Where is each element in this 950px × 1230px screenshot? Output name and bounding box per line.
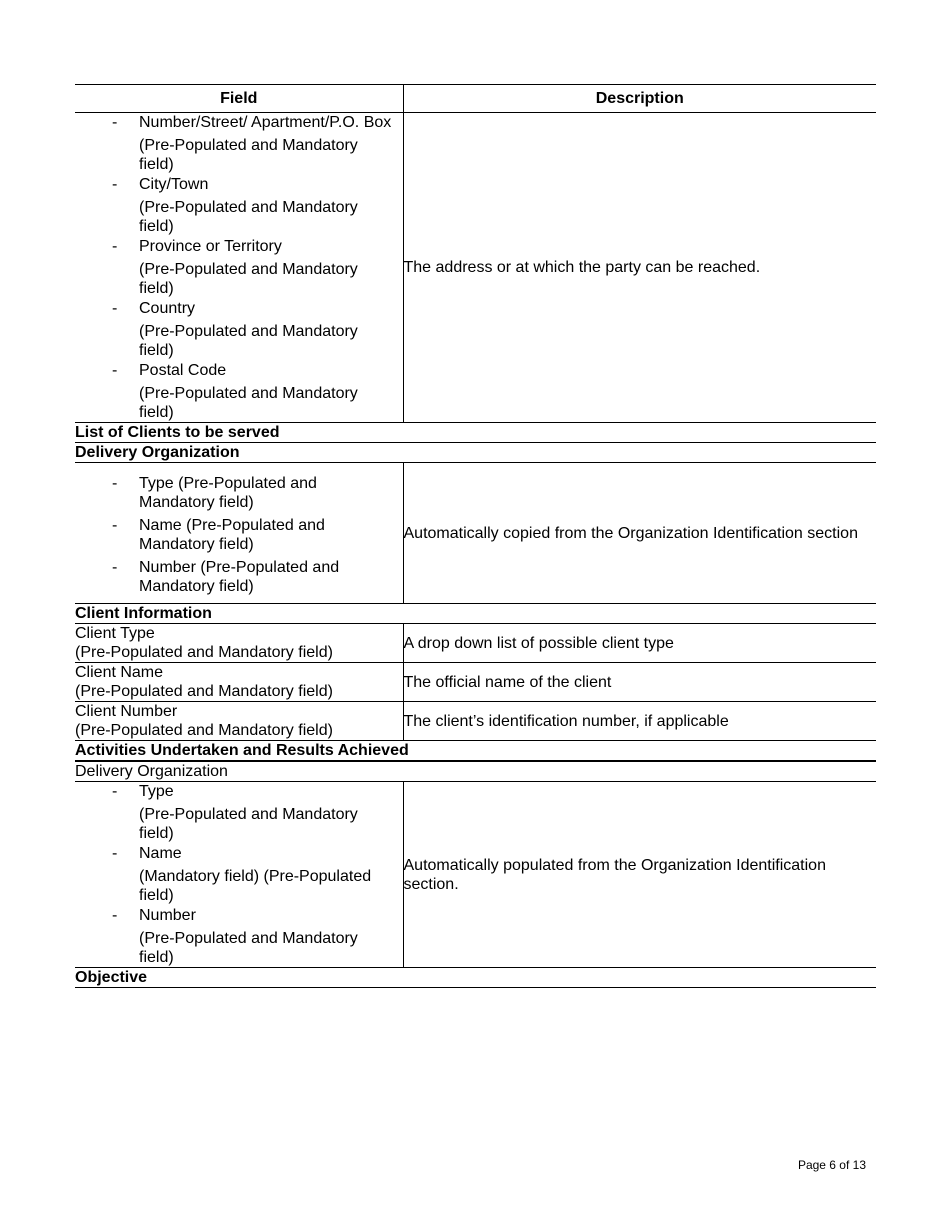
list-item — [75, 175, 403, 236]
section-client-information: Client Information — [75, 604, 876, 624]
delivery-org-fields — [75, 463, 403, 604]
address-fields — [75, 113, 403, 423]
section-row — [75, 968, 876, 988]
table-row — [75, 702, 876, 741]
bullet-dash: - — [112, 176, 118, 193]
address-row — [75, 113, 876, 423]
list-item — [75, 558, 403, 596]
list-item — [75, 782, 403, 843]
client-name-field — [75, 663, 403, 702]
field-description-table — [75, 84, 876, 988]
activities-fields — [75, 782, 403, 968]
item-label: Number (Pre-Populated and Mandatory field) — [139, 559, 340, 595]
section-row — [75, 443, 876, 463]
item-note: (Pre-Populated and Mandatory field) — [139, 385, 358, 421]
client-type-description: A drop down list of possible client type — [403, 624, 876, 663]
bullet-dash: - — [112, 475, 118, 492]
delivery-org-row — [75, 463, 876, 604]
item-note: (Pre-Populated and Mandatory field) — [139, 137, 358, 173]
item-note: (Pre-Populated and Mandatory field) — [139, 199, 358, 235]
list-item — [75, 237, 403, 298]
bullet-dash: - — [112, 783, 118, 800]
header-description: Description — [403, 85, 876, 113]
field-note: (Pre-Populated and Mandatory field) — [75, 644, 333, 661]
list-item — [75, 113, 403, 174]
item-label: Postal Code — [139, 362, 227, 379]
section-list-of-clients: List of Clients to be served — [75, 423, 876, 443]
subsection-delivery-organization: Delivery Organization — [75, 761, 876, 782]
table-row — [75, 663, 876, 702]
subsection-row — [75, 761, 876, 782]
item-note: (Pre-Populated and Mandatory field) — [139, 930, 358, 966]
list-item — [75, 361, 403, 422]
bullet-dash: - — [112, 907, 118, 924]
bullet-dash: - — [112, 300, 118, 317]
item-label: City/Town — [139, 176, 209, 193]
section-row — [75, 604, 876, 624]
list-item — [75, 844, 403, 905]
list-item — [75, 516, 403, 554]
field-label: Client Type — [75, 625, 155, 642]
bullet-dash: - — [112, 362, 118, 379]
item-note: (Pre-Populated and Mandatory field) — [139, 806, 358, 842]
item-label: Province or Territory — [139, 238, 282, 255]
section-row — [75, 741, 876, 762]
address-description: The address or at which the party can be reached. — [403, 113, 876, 423]
client-number-description: The client’s identification number, if applicable — [403, 702, 876, 741]
item-label: Type — [139, 783, 174, 800]
client-number-field — [75, 702, 403, 741]
item-label: Number — [139, 907, 196, 924]
list-item — [75, 906, 403, 967]
table-row — [75, 624, 876, 663]
bullet-dash: - — [112, 238, 118, 255]
bullet-dash: - — [112, 559, 118, 576]
section-objective: Objective — [75, 968, 876, 988]
table-header-row — [75, 85, 876, 113]
item-note: (Pre-Populated and Mandatory field) — [139, 261, 358, 297]
item-note: (Pre-Populated and Mandatory field) — [139, 323, 358, 359]
header-field: Field — [75, 85, 403, 113]
field-label: Client Name — [75, 664, 164, 681]
activities-delivery-org-row — [75, 782, 876, 968]
field-note: (Pre-Populated and Mandatory field) — [75, 722, 333, 739]
client-name-description: The official name of the client — [403, 663, 876, 702]
activities-description: Automatically populated from the Organization Identification section. — [403, 782, 876, 968]
item-label: Name (Pre-Populated and Mandatory field) — [139, 517, 325, 553]
section-activities: Activities Undertaken and Results Achieved — [75, 741, 876, 762]
item-label: Country — [139, 300, 196, 317]
delivery-org-description: Automatically copied from the Organization Identification section — [403, 463, 876, 604]
page-number: Page 6 of 13 — [797, 1158, 866, 1172]
item-label: Name — [139, 845, 182, 862]
section-row — [75, 423, 876, 443]
list-item — [75, 299, 403, 360]
bullet-dash: - — [112, 114, 118, 131]
bullet-dash: - — [112, 517, 118, 534]
item-label: Number/Street/ Apartment/P.O. Box — [139, 114, 392, 131]
field-label: Client Number — [75, 703, 178, 720]
item-label: Type (Pre-Populated and Mandatory field) — [139, 475, 317, 511]
item-note: (Mandatory field) (Pre-Populated field) — [139, 868, 372, 904]
list-item — [75, 474, 403, 512]
bullet-dash: - — [112, 845, 118, 862]
section-delivery-organization: Delivery Organization — [75, 443, 876, 463]
client-type-field — [75, 624, 403, 663]
field-note: (Pre-Populated and Mandatory field) — [75, 683, 333, 700]
